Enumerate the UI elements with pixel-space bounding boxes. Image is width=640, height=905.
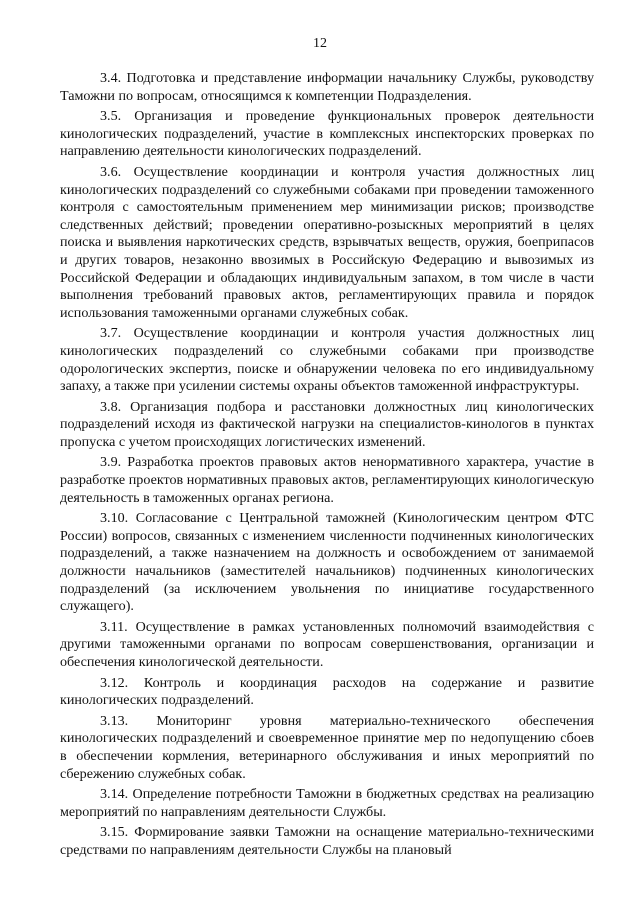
paragraph-3-7: 3.7. Осуществление координации и контроля участия должностных лиц кинологических подразделений со служебными собаками при производстве одорологических экспертиз, поиске и обнаружении человека по его индивидуальному запаху, а также при усилении системы охраны объектов таможенной инфраструктуры. bbox=[60, 325, 594, 395]
paragraph-3-11: 3.11. Осуществление в рамках установленных полномочий взаимодействия с другими таможенными органами по вопросам совершенствования, организации и обеспечения кинологической деятельности. bbox=[60, 618, 594, 670]
paragraph-3-12: 3.12. Контроль и координация расходов на содержание и развитие кинологических подразделений. bbox=[60, 674, 594, 709]
paragraph-3-6: 3.6. Осуществление координации и контроля участия должностных лиц кинологических подразделений со служебными собаками при проведении таможенного контроля с самостоятельным применением мер минимизации рисков; производстве следственных действий; проведении оперативно-розыскных мероприятий в целях поиска и выявления наркотических средств, взрывчатых веществ, оружия, боеприпасов и других товаров, незаконно ввозимых в Российскую Федерацию и вывозимых из Российской Федерации и обладающих индивидуальным запахом, в том числе в части выполнения требований правовых актов, регламентирующих правила и порядок использования таможенными органами служебных собак. bbox=[60, 163, 594, 321]
paragraph-3-13: 3.13. Мониторинг уровня материально-технического обеспечения кинологических подразделений и своевременное принятие мер по недопущению сбоев в обеспечении кормления, ветеринарного обслуживания и иных мероприятий по сбережению служебных собак. bbox=[60, 712, 594, 782]
paragraph-3-9: 3.9. Разработка проектов правовых актов ненормативного характера, участие в разработке проектов нормативных правовых актов, регламентирующих кинологическую деятельность в таможенных органах региона. bbox=[60, 454, 594, 506]
paragraph-3-10: 3.10. Согласование с Центральной таможней (Кинологическим центром ФТС России) вопросов, связанных с изменением численности подчиненных кинологических подразделений, а также назначением на должность и освобождением от занимаемой должности начальников (заместителей начальников) подчиненных кинологических подразделений (за исключением увольнения по инициативе государственного служащего). bbox=[60, 510, 594, 615]
page-number: 12 bbox=[313, 36, 327, 51]
document-body bbox=[60, 70, 594, 863]
paragraph-3-5: 3.5. Организация и проведение функциональных проверок деятельности кинологических подразделений, участие в комплексных инспекторских проверках по направлению деятельности кинологических подразделений. bbox=[60, 108, 594, 160]
paragraph-3-8: 3.8. Организация подбора и расстановки должностных лиц кинологических подразделений исходя из фактической нагрузки на специалистов-кинологов в пунктах пропуска с учетом происходящих логистических изменений. bbox=[60, 398, 594, 450]
paragraph-3-4: 3.4. Подготовка и представление информации начальнику Службы, руководству Таможни по вопросам, относящимся к компетенции Подразделения. bbox=[60, 70, 594, 104]
paragraph-3-14: 3.14. Определение потребности Таможни в бюджетных средствах на реализацию мероприятий по направлениям деятельности Службы. bbox=[60, 786, 594, 820]
paragraph-3-15: 3.15. Формирование заявки Таможни на оснащение материально-техническими средствами по направлениям деятельности Службы на плановый bbox=[60, 824, 594, 858]
